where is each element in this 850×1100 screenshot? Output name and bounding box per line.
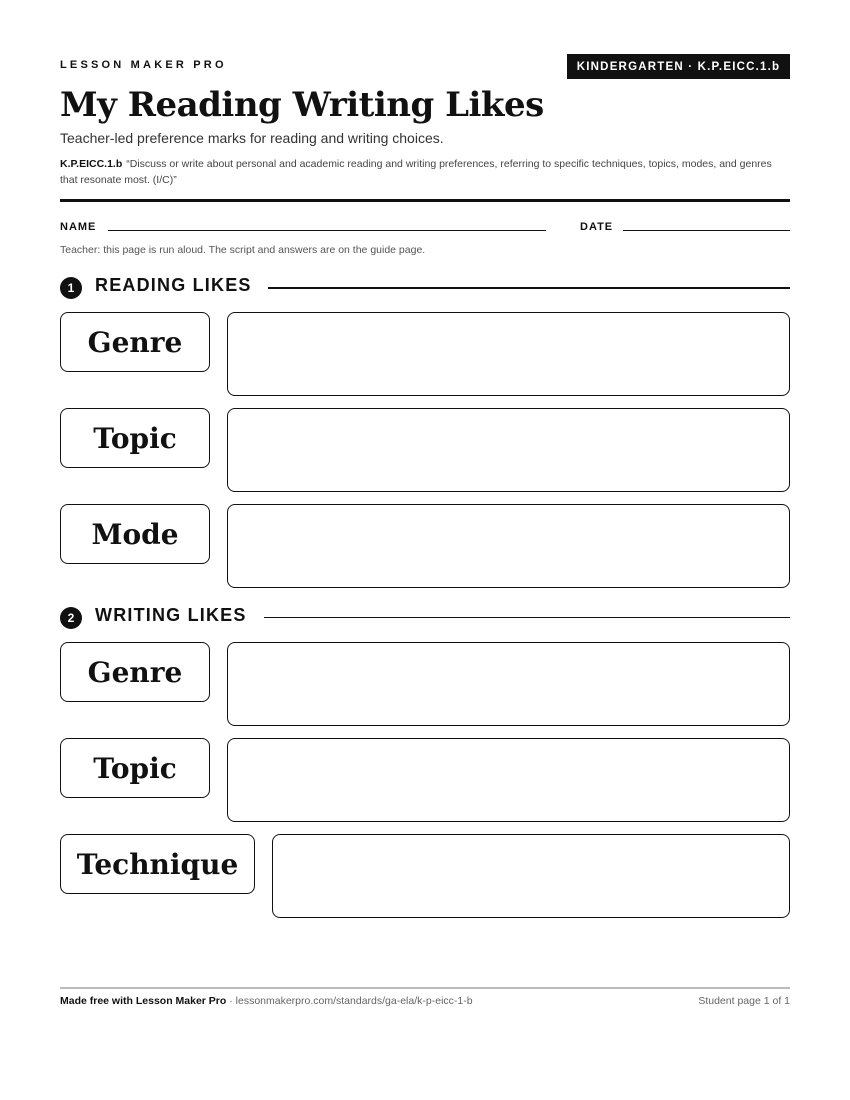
writing-genre-label: Genre bbox=[60, 642, 210, 702]
writing-technique-answer-box[interactable] bbox=[272, 834, 790, 918]
section-divider-reading bbox=[268, 287, 790, 289]
section-number-writing: 2 bbox=[60, 607, 82, 629]
footer-made-with: Made free with Lesson Maker Pro bbox=[60, 995, 227, 1007]
writing-genre-answer-box[interactable] bbox=[227, 642, 790, 726]
footer-divider bbox=[60, 987, 790, 989]
section-title-reading: READING LIKES bbox=[95, 275, 252, 295]
date-field[interactable] bbox=[623, 230, 790, 231]
reading-topic-label: Topic bbox=[60, 408, 210, 468]
reading-mode-label: Mode bbox=[60, 504, 210, 564]
section-title-writing: WRITING LIKES bbox=[95, 605, 247, 625]
writing-technique-label: Technique bbox=[60, 834, 255, 894]
writing-topic-answer-box[interactable] bbox=[227, 738, 790, 822]
reading-genre-answer-box[interactable] bbox=[227, 312, 790, 396]
name-field[interactable] bbox=[108, 230, 546, 231]
footer-credit bbox=[60, 995, 473, 1007]
grade-standard-badge: KINDERGARTEN · K.P.EICC.1.b bbox=[567, 54, 790, 79]
reading-genre-label: Genre bbox=[60, 312, 210, 372]
section-divider-writing bbox=[264, 617, 790, 618]
footer-page-number: Student page 1 of 1 bbox=[698, 995, 790, 1007]
standard-text: “Discuss or write about personal and academic reading and writing preferences, referring to specific techniques, topics, modes, and genres that resonate most. (I/C)” bbox=[60, 158, 772, 186]
brand-name: LESSON MAKER PRO bbox=[60, 59, 227, 71]
teacher-note: Teacher: this page is run aloud. The script and answers are on the guide page. bbox=[60, 244, 426, 256]
name-label: NAME bbox=[60, 221, 97, 233]
date-label: DATE bbox=[580, 221, 614, 233]
standard-code: K.P.EICC.1.b bbox=[60, 158, 123, 170]
section-number-reading: 1 bbox=[60, 277, 82, 299]
standard-description bbox=[60, 156, 790, 188]
page-title: My Reading Writing Likes bbox=[60, 85, 544, 125]
writing-topic-label: Topic bbox=[60, 738, 210, 798]
header-divider bbox=[60, 199, 790, 202]
page-subtitle: Teacher-led preference marks for reading and writing choices. bbox=[60, 130, 444, 146]
reading-mode-answer-box[interactable] bbox=[227, 504, 790, 588]
footer-url[interactable]: · lessonmakerpro.com/standards/ga-ela/k-p-eicc-1-b bbox=[226, 995, 473, 1007]
reading-topic-answer-box[interactable] bbox=[227, 408, 790, 492]
